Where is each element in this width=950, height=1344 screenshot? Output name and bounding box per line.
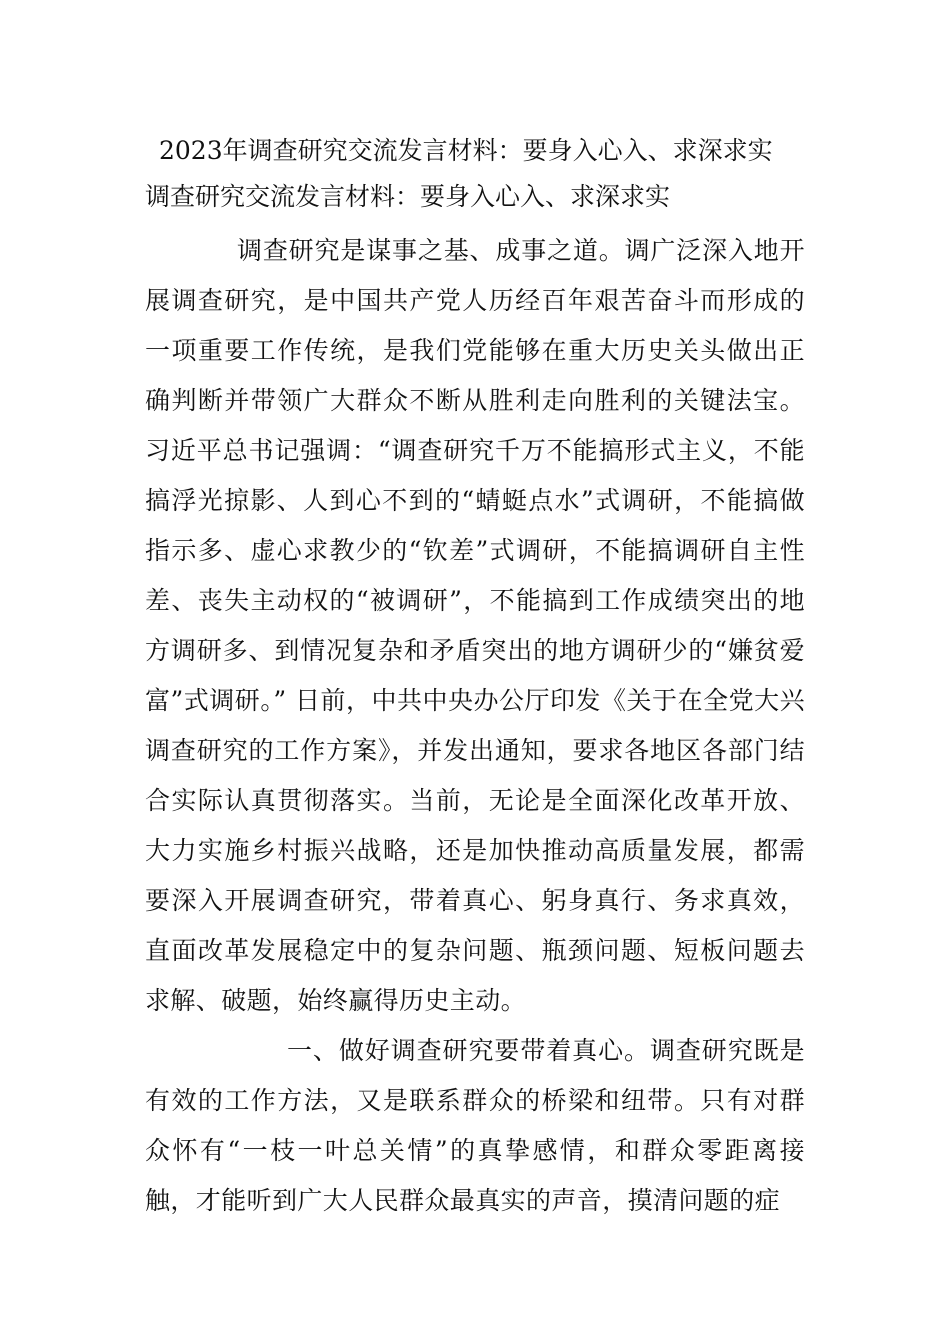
paragraph-section-one: 一、做好调查研究要带着真心。调查研究既是有效的工作方法，又是联系群众的桥梁和纽带。只有对群众怀有“一枝一叶总关情”的真挚感情，和群众零距离接触，才能听到广大人民群众最真实的声音，摸清问题的症: [145, 1036, 805, 1215]
document-body: [145, 128, 805, 1226]
document-subtitle: 调查研究交流发言材料：要身入心入、求深求实: [145, 182, 671, 211]
paragraph-intro: 调查研究是谋事之基、成事之道。调广泛深入地开展调查研究，是中国共产党人历经百年艰苦奋斗而形成的一项重要工作传统，是我们党能够在重大历史关头做出正确判断并带领广大群众不断从胜利走向胜利的关键法宝。习近平总书记强调：“调查研究千万不能搞形式主义，不能搞浮光掠影、人到心不到的“蜻蜓点水”式调研，不能搞做指示多、虚心求教少的“钦差”式调研，不能搞调研自主性差、丧失主动权的“被调研”，不能搞到工作成绩突出的地方调研多、到情况复杂和矛盾突出的地方调研少的“嫌贫爱富”式调研。” 日前，中共中央办公厅印发《关于在全党大兴调查研究的工作方案》，并发出通知，要求各地区各部门结合实际认真贯彻落实。当前，无论是全面深化改革开放、大力实施乡村振兴战略，还是加快推动高质量发展，都需要深入开展调查研究，带着真心、躬身真行、务求真效，直面改革发展稳定中的复杂问题、瓶颈问题、短板问题去求解、破题，始终赢得历史主动。: [145, 236, 805, 1015]
document-title: 2023年调查研究交流发言材料：要身入心入、求深求实: [159, 136, 773, 165]
